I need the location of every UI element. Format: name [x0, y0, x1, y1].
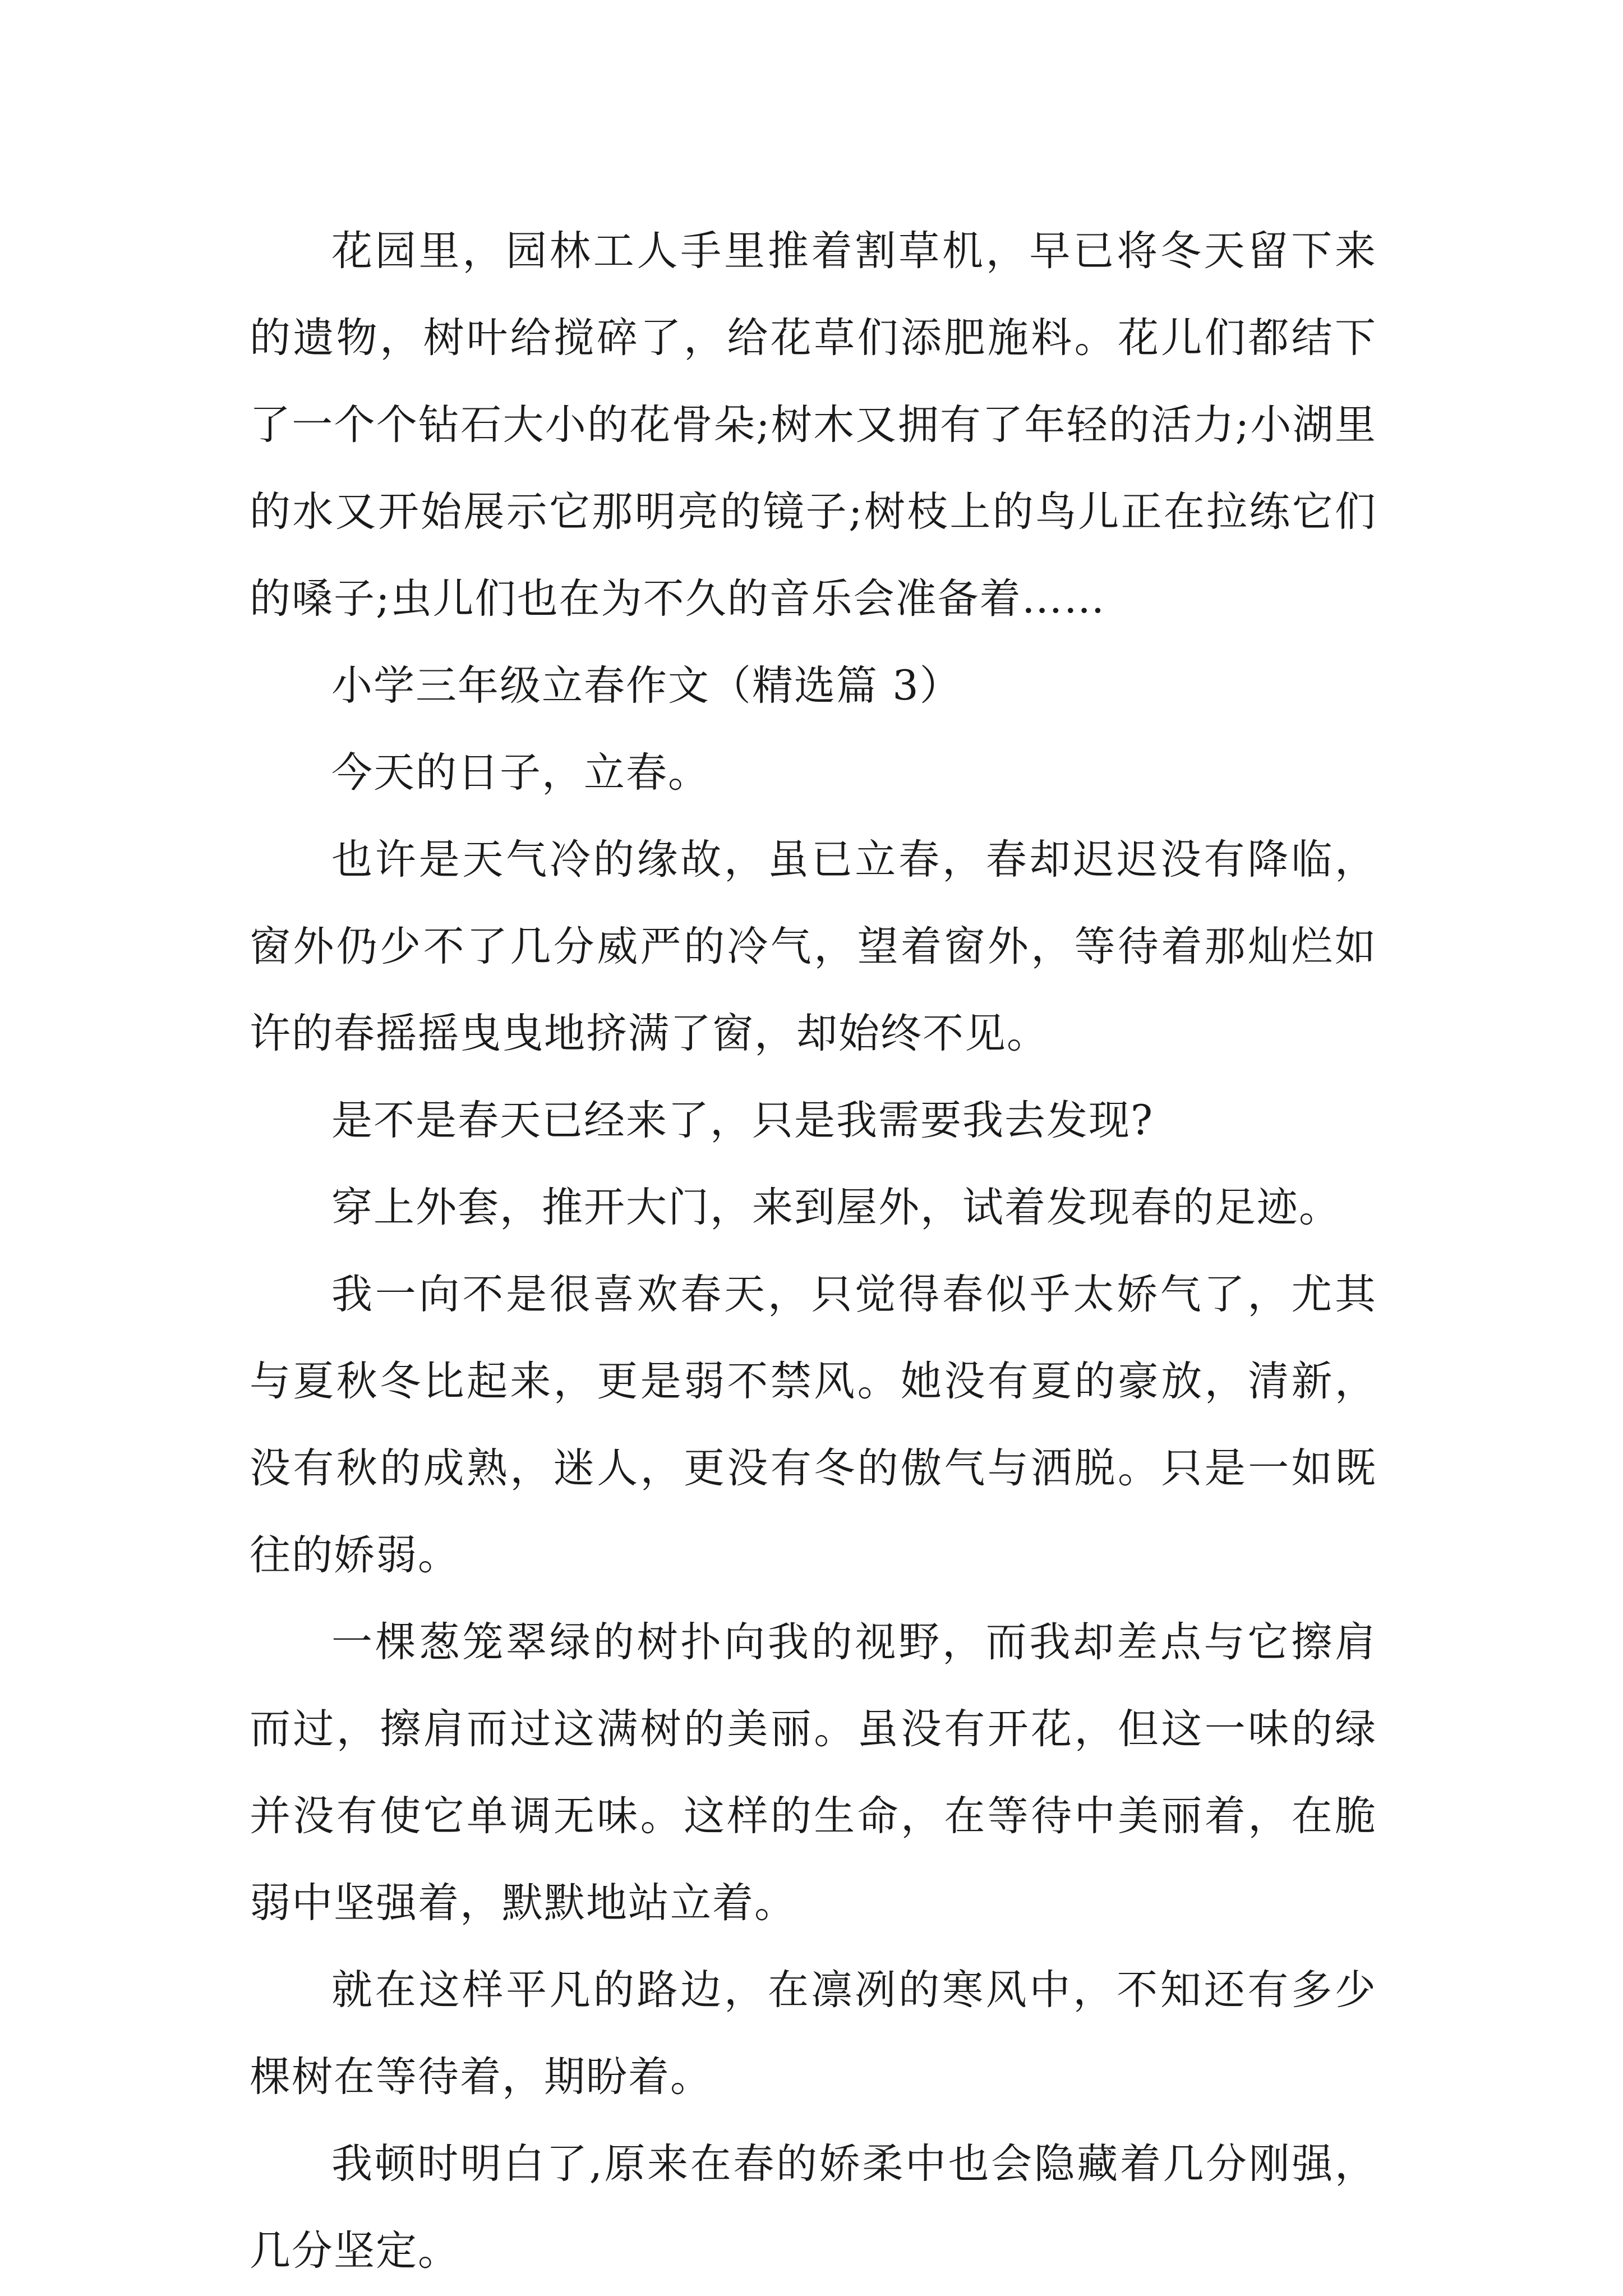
paragraph-cold-weather: 也许是天气冷的缘故，虽已立春，春却迟迟没有降临，窗外仍少不了几分威严的冷气，望着窗外，等待着那灿烂如许的春摇摇曳曳地挤满了窗，却始终不见。	[250, 836, 1377, 1057]
paragraph-dislike-spring: 我一向不是很喜欢春天，只觉得春似乎太娇气了，尤其与夏秋冬比起来，更是弱不禁风。她没有夏的豪放，清新，没有秋的成熟，迷人，更没有冬的傲气与洒脱。只是一如既往的娇弱。	[250, 1271, 1377, 1579]
paragraph-green-tree: 一棵葱笼翠绿的树扑向我的视野，而我却差点与它擦肩而过，擦肩而过这满树的美丽。虽没有开花，但这一味的绿并没有使它单调无味。这样的生命，在等待中美丽着，在脆弱中坚强着，默默地站立着。	[250, 1618, 1377, 1927]
paragraph-garden: 花园里，园林工人手里推着割草机，早已将冬天留下来的遗物，树叶给搅碎了，给花草们添肥施料。花儿们都结下了一个个钻石大小的花骨朵;树木又拥有了年轻的活力;小湖里的水又开始展示它那明亮的镜子;树枝上的鸟儿正在拉练它们的嗓子;虫儿们也在为不久的音乐会准备着……	[250, 227, 1377, 623]
paragraph-today: 今天的日子，立春。	[331, 749, 710, 797]
paragraph-roadside: 就在这样平凡的路边，在凛冽的寒风中，不知还有多少棵树在等待着，期盼着。	[250, 1966, 1377, 2101]
document-body	[250, 208, 1377, 2294]
essay-heading: 小学三年级立春作文（精选篇 3）	[331, 662, 962, 710]
paragraph-question: 是不是春天已经来了，只是我需要我去发现?	[331, 1097, 1154, 1144]
paragraph-going-out: 穿上外套，推开大门，来到屋外，试着发现春的足迹。	[331, 1184, 1341, 1231]
paragraph-realization: 我顿时明白了,原来在春的娇柔中也会隐藏着几分刚强，几分坚定。	[250, 2140, 1377, 2275]
